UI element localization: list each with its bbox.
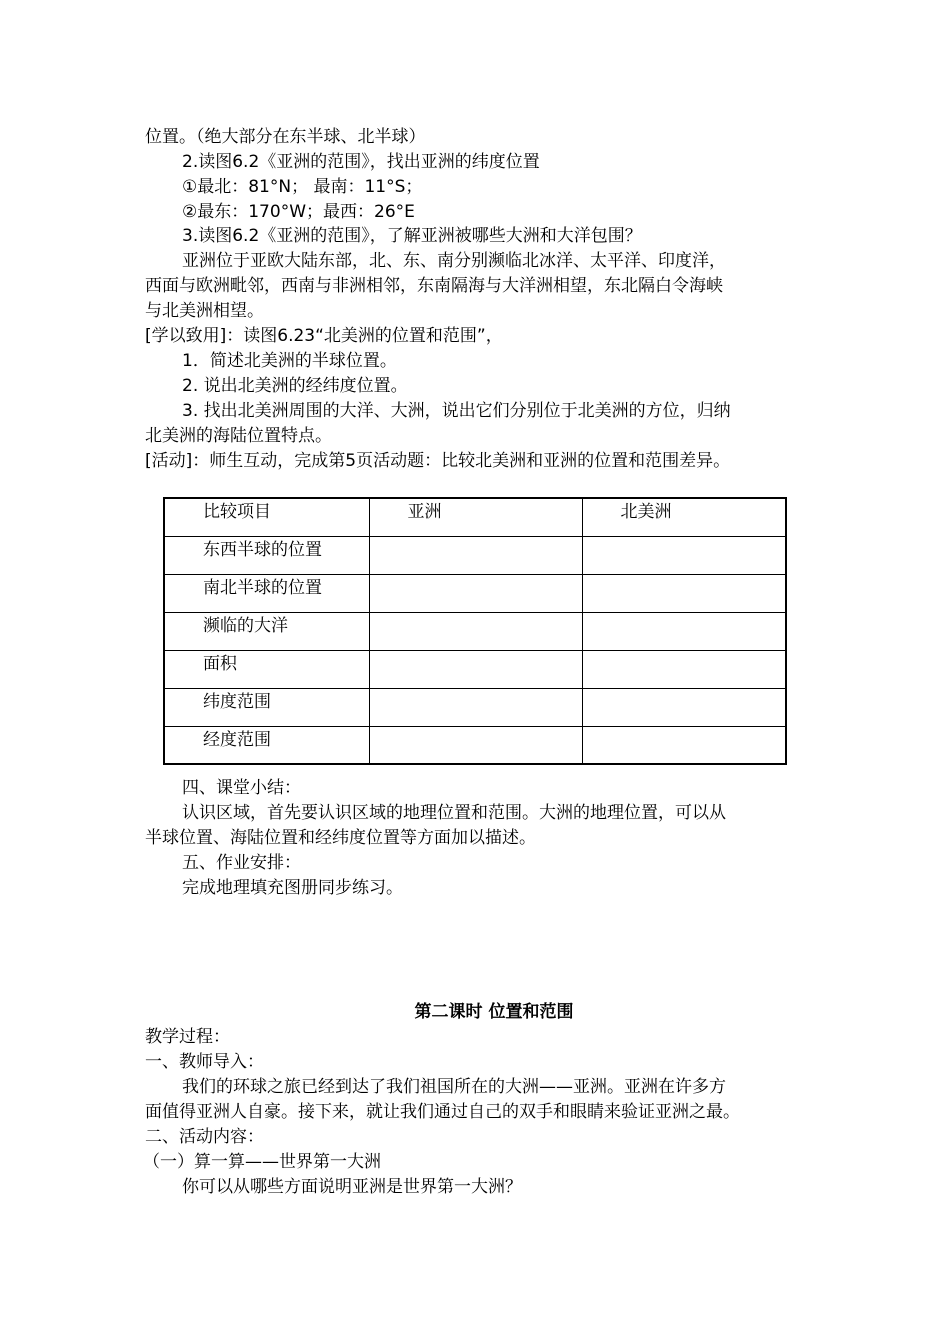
- empty-cell: [369, 688, 582, 726]
- table-row: [164, 726, 786, 764]
- table-header-cell: 亚洲: [369, 498, 582, 536]
- table-row: [164, 688, 786, 726]
- empty-cell: [582, 650, 786, 688]
- text-line: 我们的环球之旅已经到达了我们祖国所在的大洲——亚洲。亚洲在许多方: [182, 1077, 726, 1097]
- text-line: ①最北：81°N； 最南：11°S；: [182, 177, 423, 197]
- empty-cell: [369, 612, 582, 650]
- table-row: [164, 612, 786, 650]
- table-row: [164, 650, 786, 688]
- empty-cell: [369, 536, 582, 574]
- empty-cell: [369, 574, 582, 612]
- empty-cell: [582, 574, 786, 612]
- row-label: 南北半球的位置: [164, 574, 369, 612]
- table-row: [164, 536, 786, 574]
- empty-cell: [582, 688, 786, 726]
- table-header-row: [164, 498, 786, 536]
- table-header-cell: 北美洲: [582, 498, 786, 536]
- text-line: 完成地理填充图册同步练习。: [182, 878, 403, 898]
- text-line: 与北美洲相望。: [145, 301, 264, 321]
- lesson-title: 第二课时 位置和范围: [414, 1002, 574, 1022]
- row-label: 经度范围: [164, 726, 369, 764]
- text-line: 2.读图6.2《亚洲的范围》，找出亚洲的纬度位置: [182, 152, 540, 172]
- text-line: 2. 说出北美洲的经纬度位置。: [182, 376, 408, 396]
- empty-cell: [582, 726, 786, 764]
- text-line: 一、教师导入：: [145, 1052, 264, 1072]
- text-line: 西面与欧洲毗邻，西南与非洲相邻，东南隔海与大洋洲相望，东北隔白令海峡: [145, 276, 723, 296]
- text-line: ②最东：170°W；最西：26°E: [182, 202, 415, 222]
- text-line: 认识区域，首先要认识区域的地理位置和范围。大洲的地理位置，可以从: [182, 803, 726, 823]
- text-line: 五、作业安排：: [182, 853, 301, 873]
- text-line: 3. 找出北美洲周围的大洋、大洲，说出它们分别位于北美洲的方位，归纳: [182, 401, 731, 421]
- text-line: 教学过程：: [145, 1027, 230, 1047]
- text-line: 北美洲的海陆位置特点。: [145, 426, 332, 446]
- text-line: 半球位置、海陆位置和经纬度位置等方面加以描述。: [145, 828, 536, 848]
- text-line: 亚洲位于亚欧大陆东部，北、东、南分别濒临北冰洋、太平洋、印度洋，: [182, 251, 726, 271]
- row-label: 东西半球的位置: [164, 536, 369, 574]
- text-line: （一）算一算——世界第一大洲: [143, 1152, 381, 1172]
- text-line: 面值得亚洲人自豪。接下来，就让我们通过自己的双手和眼睛来验证亚洲之最。: [145, 1102, 740, 1122]
- text-line: 你可以从哪些方面说明亚洲是世界第一大洲？: [182, 1177, 522, 1197]
- text-line: 四、课堂小结：: [182, 778, 301, 798]
- empty-cell: [582, 612, 786, 650]
- empty-cell: [369, 650, 582, 688]
- row-label: 濒临的大洋: [164, 612, 369, 650]
- row-label: 纬度范围: [164, 688, 369, 726]
- text-line: 二、活动内容：: [145, 1127, 264, 1147]
- row-label: 面积: [164, 650, 369, 688]
- empty-cell: [369, 726, 582, 764]
- text-line: 1．简述北美洲的半球位置。: [182, 351, 397, 371]
- table-header-cell: 比较项目: [164, 498, 369, 536]
- text-line: [学以致用]：读图6.23“北美洲的位置和范围”，: [145, 326, 503, 346]
- text-line: 位置。（绝大部分在东半球、北半球）: [145, 127, 426, 147]
- text-line: 3.读图6.2《亚洲的范围》，了解亚洲被哪些大洲和大洋包围？: [182, 226, 642, 246]
- table-row: [164, 574, 786, 612]
- empty-cell: [582, 536, 786, 574]
- text-line: [活动]：师生互动，完成第5页活动题：比较北美洲和亚洲的位置和范围差异。: [145, 451, 731, 471]
- comparison-table: [163, 497, 787, 765]
